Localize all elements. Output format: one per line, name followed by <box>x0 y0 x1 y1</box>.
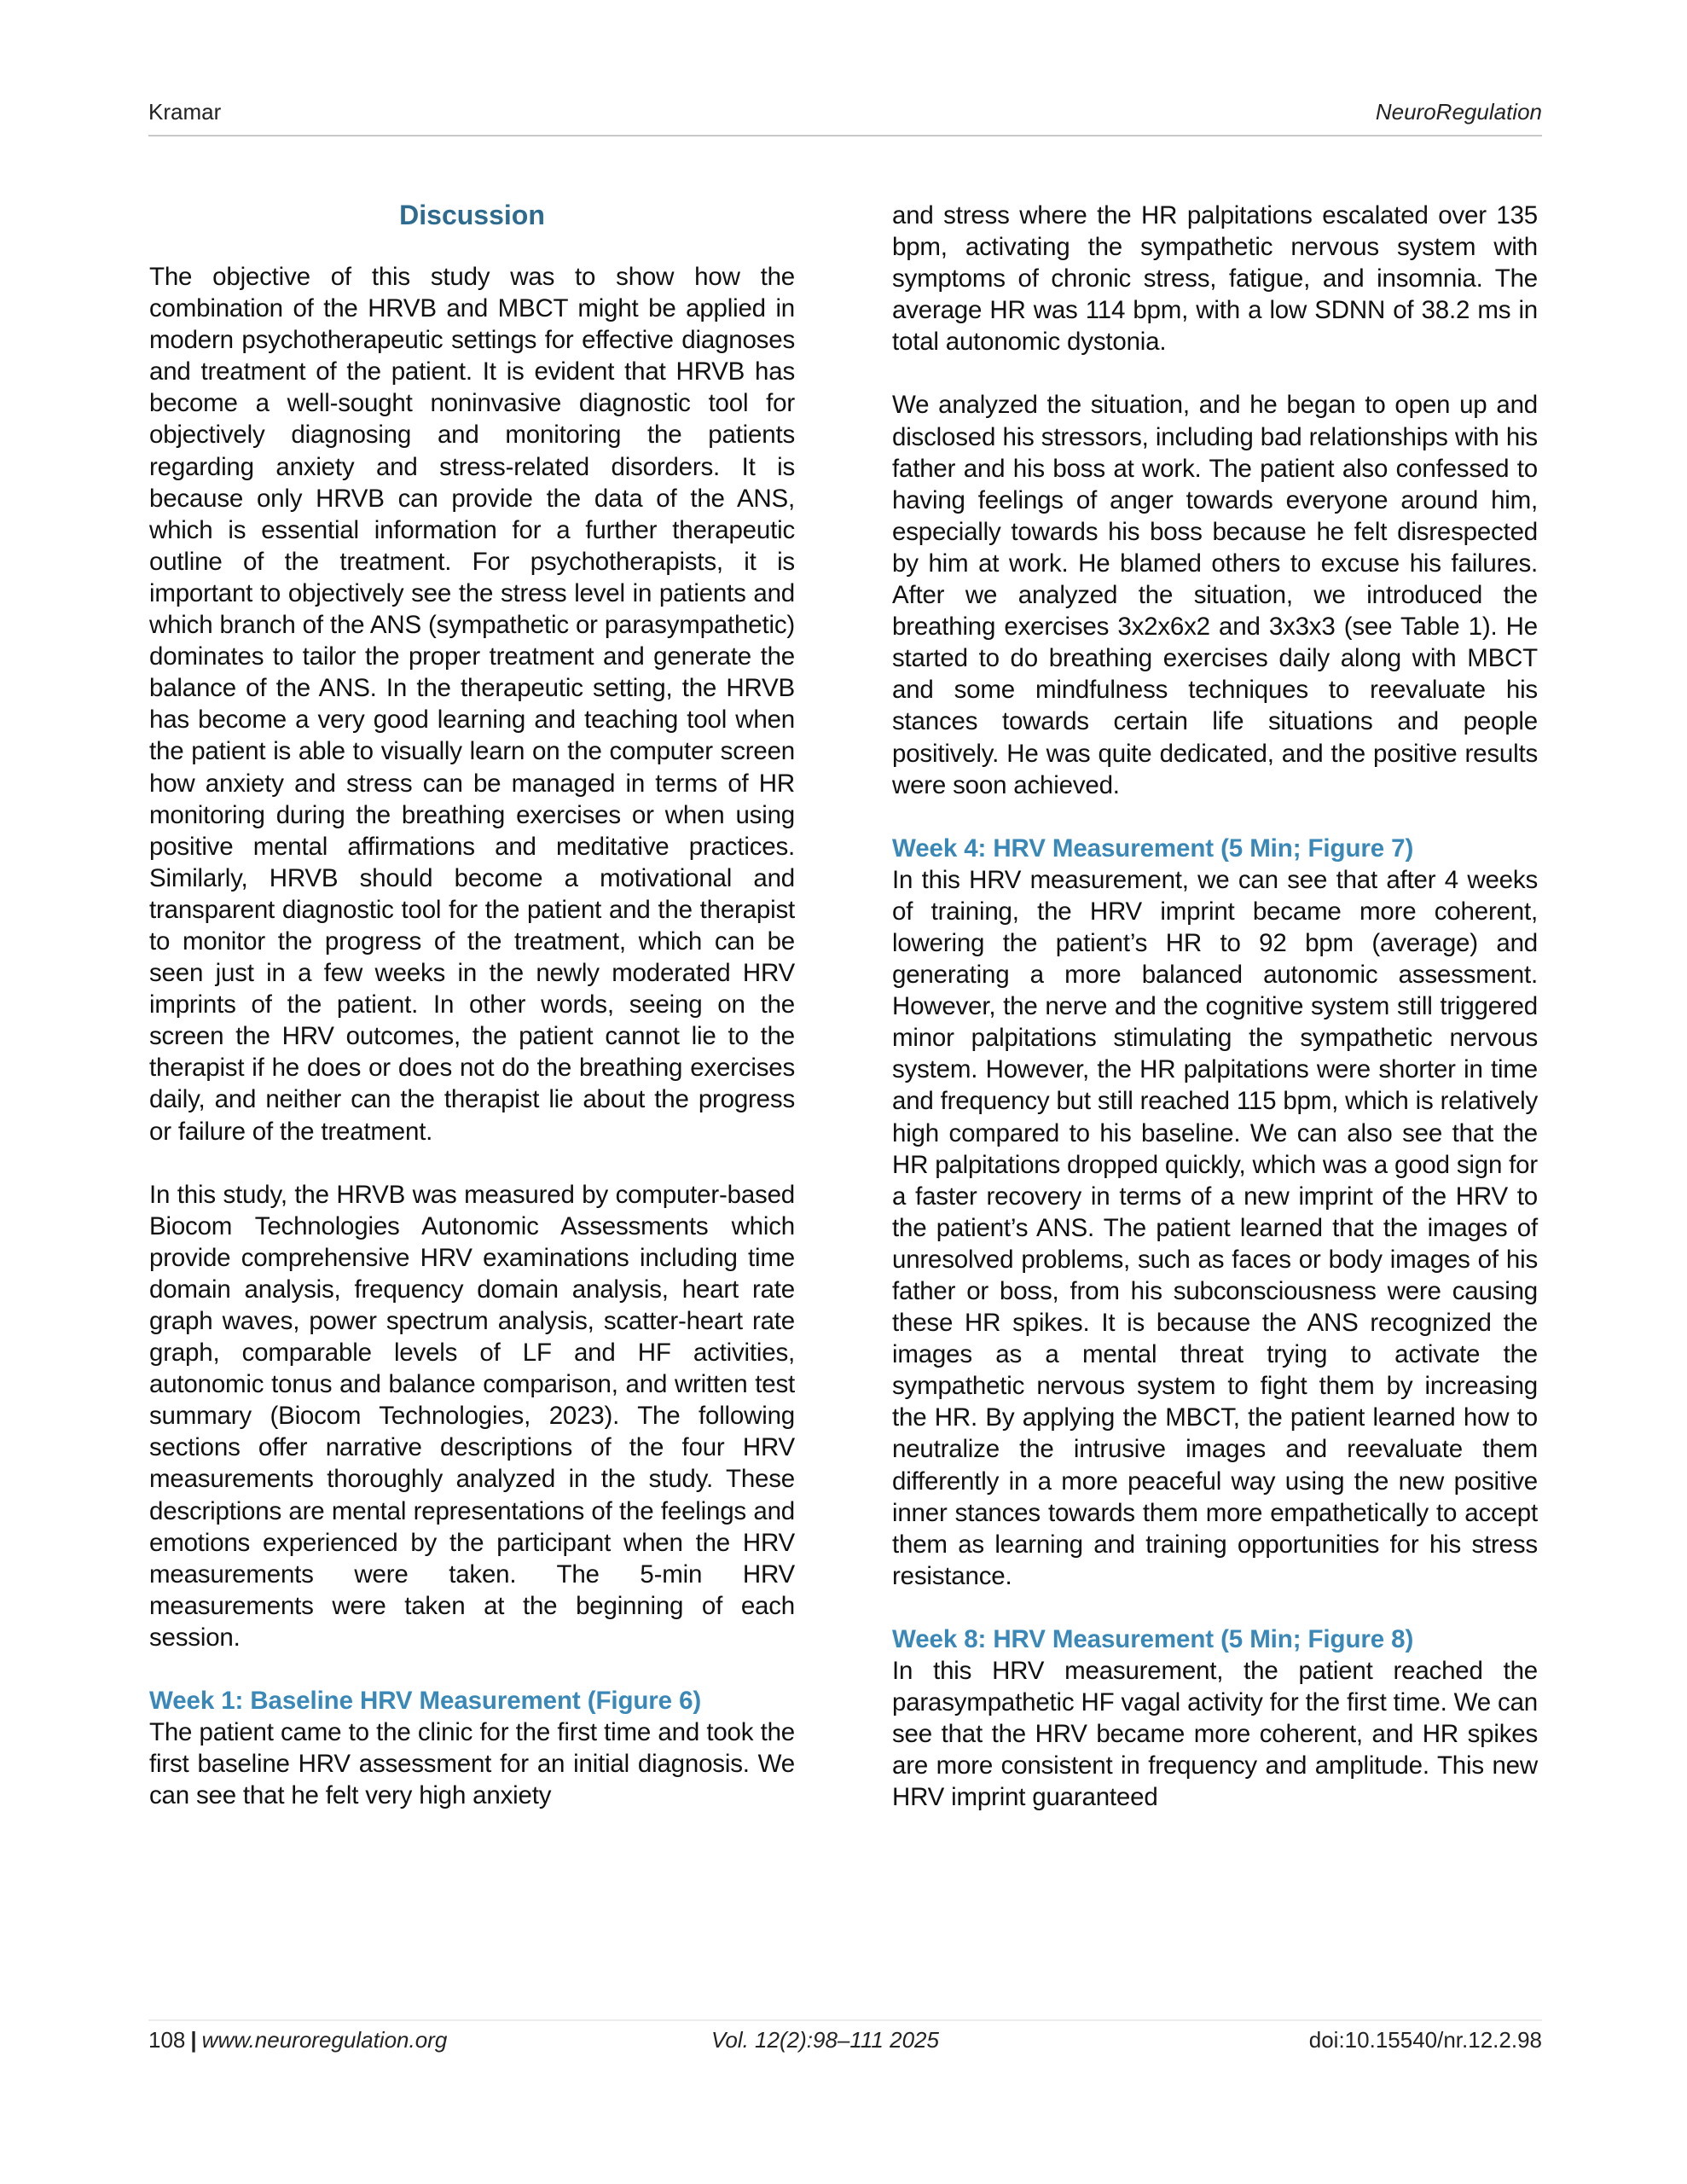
journal-website-link[interactable]: www.neuroregulation.org <box>201 2027 448 2053</box>
page-number: 108 <box>148 2027 186 2053</box>
left-column <box>149 198 795 1811</box>
discussion-paragraph-2: In this study, the HRVB was measured by computer-based Biocom Technologies Autonomic Assessments which provide comprehensive HRV examinations including time domain analysis, frequency domain analysis, heart rate graph waves, power spectrum analysis, scatter-heart rate graph, comparable levels of LF and HF activities, autonomic tonus and balance comparison, and written test summary (Biocom Technologies, 2023). The following sections offer narrative descriptions of the four HRV measurements thoroughly analyzed in the study. These descriptions are mental representations of the feelings and emotions experienced by the participant when the HRV measurements were taken. The 5-min HRV measurements were taken at the beginning of each session. <box>149 1180 795 1652</box>
doi: doi:10.15540/nr.12.2.98 <box>1308 2027 1542 2053</box>
discussion-paragraph-1: The objective of this study was to show how the combination of the HRVB and MBCT might be applied in modern psychotherapeutic settings for effective diagnoses and treatment of the patient. It is evident that HRVB has become a well-sought noninvasive diagnostic tool for objectively diagnosing and monitoring the patients regarding anxiety and stress-related disorders. It is because only HRVB can provide the data of the ANS, which is essential information for a further therapeutic outline of the treatment. For psychotherapists, it is important to objectively see the stress level in patients and which branch of the ANS (sympathetic or parasympathetic) dominates to tailor the proper treatment and generate the balance of the ANS. In the therapeutic setting, the HRVB has become a very good learning and teaching tool when the patient is able to visually learn on the computer screen how anxiety and stress can be managed in terms of HR monitoring during the breathing exercises or when using positive mental affirmations and meditative practices. Similarly, HRVB should become a motivational and transparent diagnostic tool for the patient and the therapist to monitor the progress of the treatment, which can be seen just in a few weeks in the newly moderated HRV imprints of the patient. In other words, seeing on the screen the HRV outcomes, the patient cannot lie to the therapist if he does or does not do the breathing exercises daily, and neither can the therapist lie about the progress or failure of the treatment. <box>149 263 795 1146</box>
footer-divider <box>148 2019 1542 2021</box>
week-1-paragraph-2: We analyzed the situation, and he began to open up and disclosed his stressors, including bad relationships with his father and his boss at work. The patient also confessed to having feelings of anger towards everyone around him, especially towards his boss because he felt disrespected by him at work. He blamed others to excuse his failures. After we analyzed the situation, we introduced the breathing exercises 3x2x6x2 and 3x3x3 (see Table 1). He started to do breathing exercises daily along with MBCT and some mindfulness techniques to reevaluate his stances towards certain life situations and people positively. He was quite dedicated, and the positive results were soon achieved. <box>892 391 1538 799</box>
running-header <box>148 99 1542 133</box>
header-author: Kramar <box>148 99 222 125</box>
subheading-week-1: Week 1: Baseline HRV Measurement (Figure 6) <box>149 1687 702 1716</box>
running-footer <box>148 2027 1542 2058</box>
footer-separator: | <box>190 2027 197 2053</box>
week-1-paragraph-end: and stress where the HR palpitations escalated over 135 bpm, activating the sympathetic nervous system with symptoms of chronic stress, fatigue, and insomnia. The average HR was 114 bpm, with a low SDNN of 38.2 ms in total autonomic dystonia. <box>892 201 1538 357</box>
footer-left <box>148 2027 447 2053</box>
right-column <box>892 200 1538 1814</box>
week-8-paragraph-start: In this HRV measurement, the patient reached the parasympathetic HF vagal activity for the first time. We can see that the HRV became more coherent, and HR spikes are more consistent in frequency and amplitude. This new HRV imprint guaranteed <box>892 1657 1538 1812</box>
header-journal-name: NeuroRegulation <box>1375 99 1542 125</box>
volume-info: Vol. 12(2):98–111 2025 <box>711 2027 939 2053</box>
week-1-paragraph-start: The patient came to the clinic for the first time and took the first baseline HRV assessment for an initial diagnosis. We can see that he felt very high anxiety <box>149 1718 795 1810</box>
subheading-week-4: Week 4: HRV Measurement (5 Min; Figure 7) <box>892 834 1414 863</box>
week-4-paragraph: In this HRV measurement, we can see that after 4 weeks of training, the HRV imprint became more coherent, lowering the patient’s HR to 92 bpm (average) and generating a more balanced autonomic assessment. However, the nerve and the cognitive system still triggered minor palpitations stimulating the sympathetic nervous system. However, the HR palpitations were shorter in time and frequency but still reached 115 bpm, which is relatively high compared to his baseline. We can also see that the HR palpitations dropped quickly, which was a good sign for a faster recovery in terms of a new imprint of the HRV to the patient’s ANS. The patient learned that the images of unresolved problems, such as faces or body images of his father or boss, from his subconsciousness were causing these HR spikes. It is because the ANS recognized the images as a mental threat trying to activate the sympathetic nervous system to fight them by increasing the HR. By applying the MBCT, the patient learned how to neutralize the intrusive images and reevaluate them differently in a more peaceful way using the new positive inner stances towards them more empathetically to accept them as learning and training opportunities for his stress resistance. <box>892 865 1538 1590</box>
subheading-week-8: Week 8: HRV Measurement (5 Min; Figure 8) <box>892 1624 1414 1653</box>
section-title-discussion: Discussion <box>399 200 545 230</box>
header-divider <box>148 135 1542 136</box>
